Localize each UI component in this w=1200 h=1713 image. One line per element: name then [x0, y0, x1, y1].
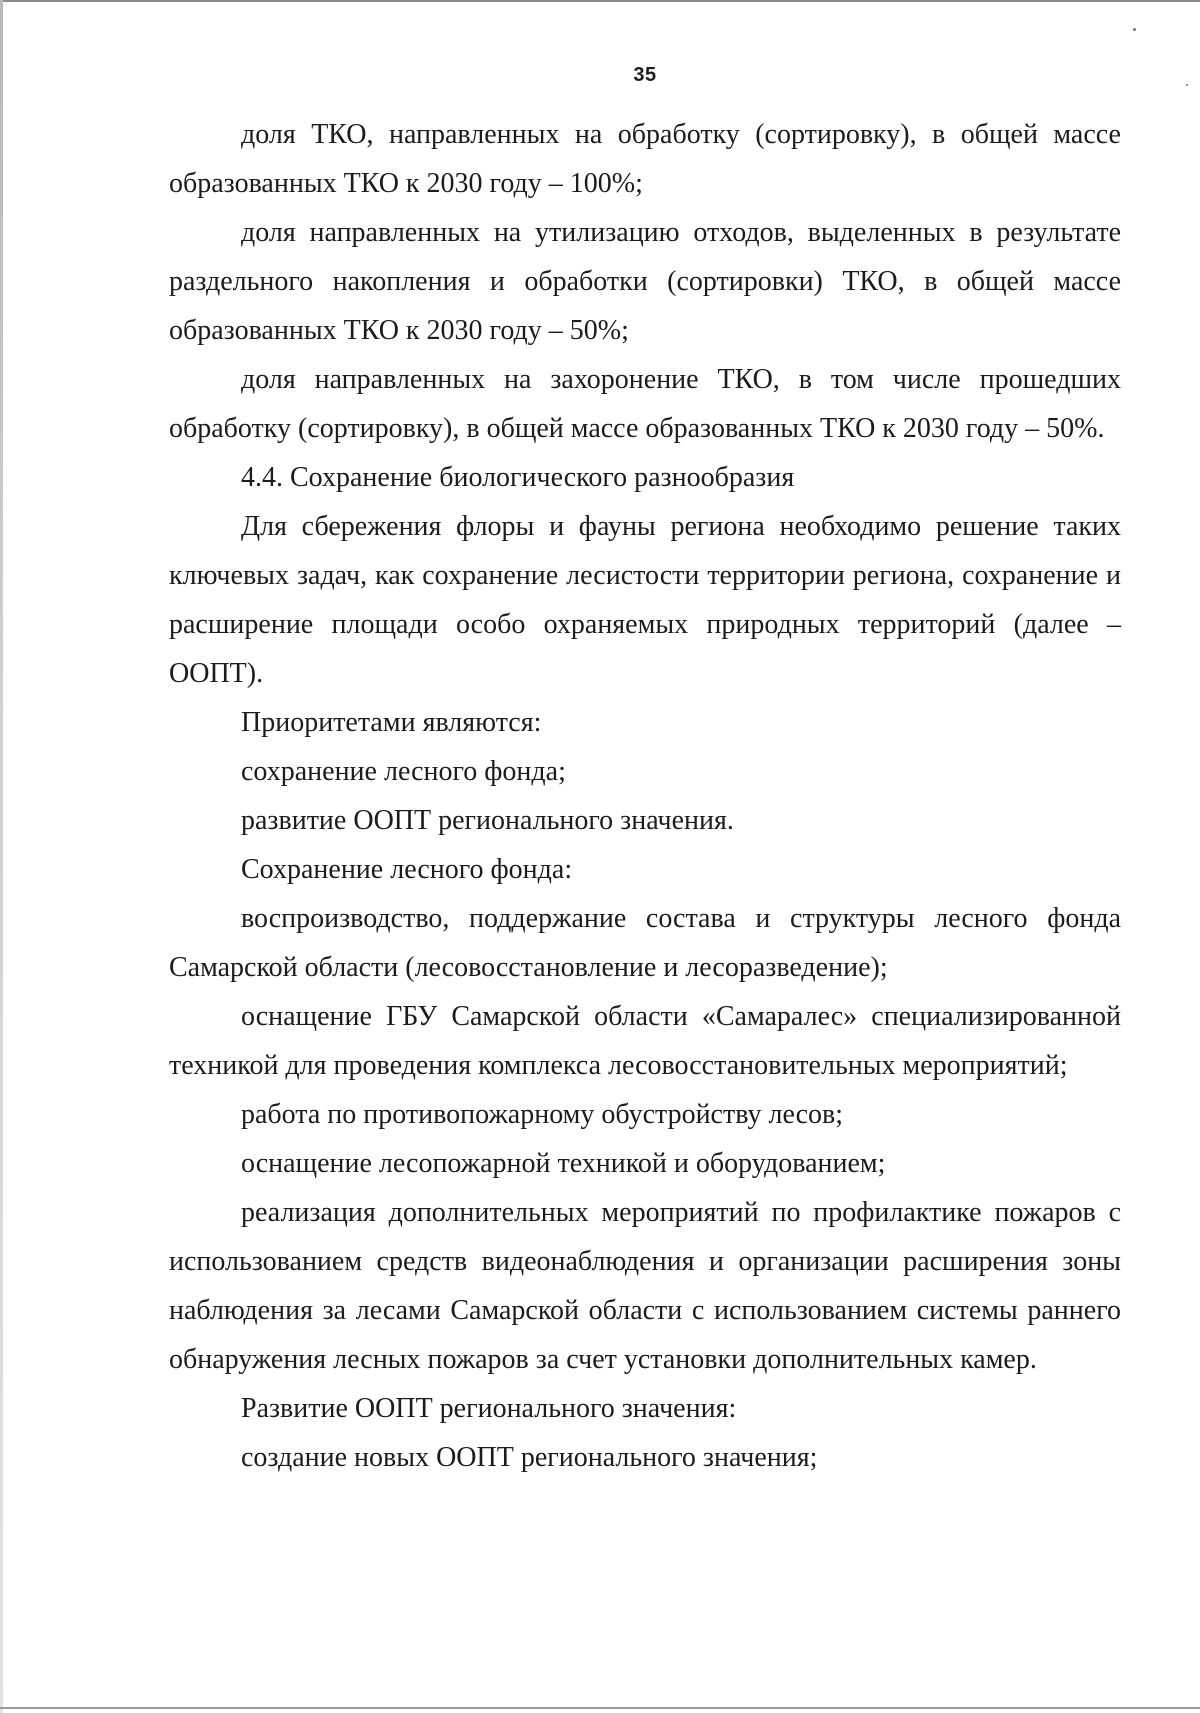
- scan-speck: [1133, 28, 1136, 31]
- paragraph-tko-recycling-share: доля направленных на утилизацию отходов, выделенных в результате раздельного накопления и обработки (сортировки) ТКО, в общей массе образованных ТКО к 2030 году – 50%;: [169, 217, 1121, 346]
- list-item-fire-protection: работа по противопожарному обустройству лесов;: [241, 1099, 844, 1130]
- paragraph-tko-landfill-share: доля направленных на захоронение ТКО, в том числе прошедших обработку (сортировку), в общей массе образованных ТКО к 2030 году – 50%.: [169, 364, 1121, 444]
- list-item-reproduction: воспроизводство, поддержание состава и структуры лесного фонда Самарской области (лесовосстановление и лесоразведение);: [169, 903, 1121, 983]
- paragraph-tko-processing-share: доля ТКО, направленных на обработку (сортировку), в общей массе образованных ТКО к 2030 году – 100%;: [169, 119, 1121, 199]
- subheading-forest-fund: Сохранение лесного фонда:: [241, 854, 573, 885]
- section-heading-biodiversity: 4.4. Сохранение биологического разнообразия: [241, 462, 795, 493]
- scan-edge-top: [0, 0, 1200, 2]
- list-item-firefighting-equipment: оснащение лесопожарной техникой и оборудованием;: [241, 1148, 886, 1179]
- paragraph-priorities-intro: Приоритетами являются:: [241, 707, 542, 738]
- paragraph-flora-fauna: Для сбережения флоры и фауны региона необходимо решение таких ключевых задач, как сохранение лесистости территории региона, сохранение и расширение площади особо охраняемых природных территорий (далее – ООПТ).: [169, 511, 1121, 689]
- document-body: [169, 110, 1121, 1482]
- list-item-oopt-development: развитие ООПТ регионального значения.: [241, 805, 734, 836]
- scan-edge-bottom: [0, 1707, 1200, 1709]
- list-item-samarales-equipment: оснащение ГБУ Самарской области «Самаралес» специализированной техникой для проведения комплекса лесовосстановительных мероприятий;: [169, 1001, 1121, 1081]
- list-item-video-surveillance: реализация дополнительных мероприятий по профилактике пожаров с использованием средств видеонаблюдения и организации расширения зоны наблюдения за лесами Самарской области с использованием системы раннего обнаружения лесных пожаров за счет установки дополнительных камер.: [169, 1197, 1121, 1375]
- list-item-new-oopt: создание новых ООПТ регионального значения;: [241, 1442, 818, 1473]
- subheading-oopt-development: Развитие ООПТ регионального значения:: [241, 1393, 737, 1424]
- list-item-forest-fund: сохранение лесного фонда;: [241, 756, 566, 787]
- page-number: 35: [633, 64, 657, 86]
- scan-edge-left: [0, 0, 3, 1713]
